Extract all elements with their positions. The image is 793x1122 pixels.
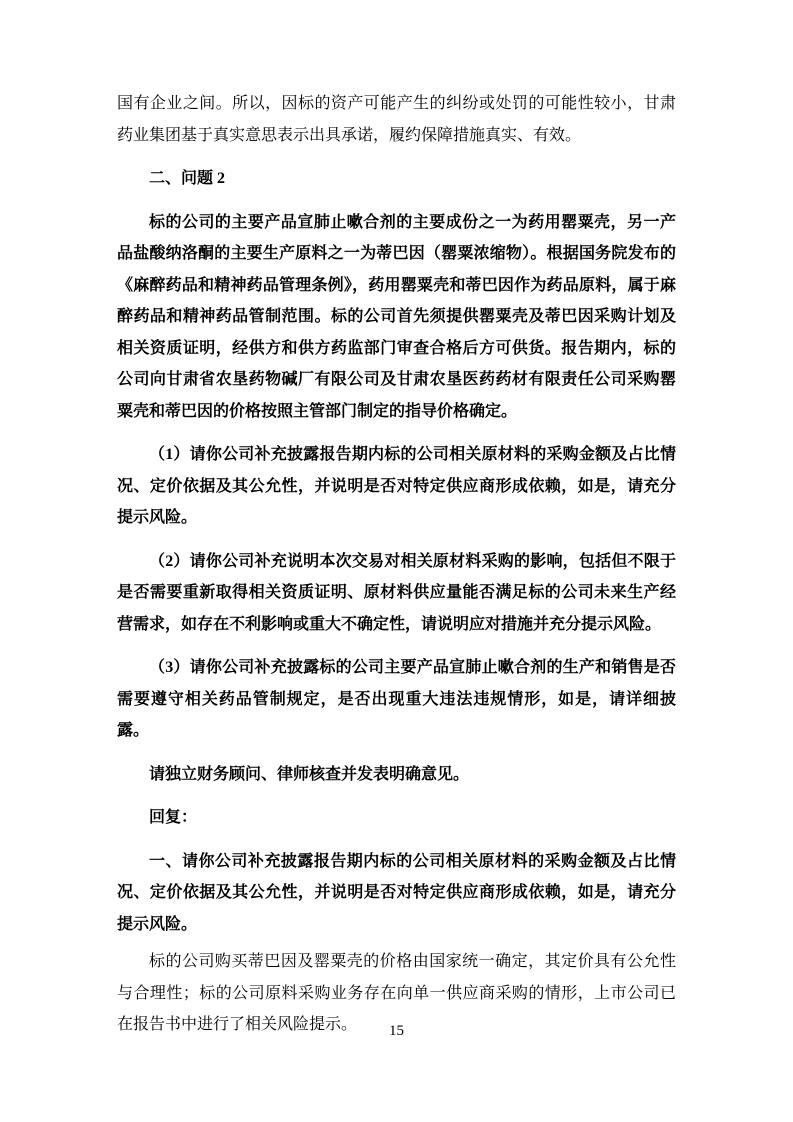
- page-number: 15: [389, 1023, 404, 1039]
- verification-request: 请独立财务顾问、律师核查并发表明确意见。: [149, 765, 470, 783]
- page-content: [117, 88, 676, 1041]
- reply-heading: 一、请你公司补充披露报告期内标的公司相关原材料的采购金额及占比情况、定价依据及其公允性，并说明是否对特定供应商形成依赖，如是，请充分提示风险。: [117, 852, 676, 933]
- question-intro-paragraph: 标的公司的主要产品宣肺止嗽合剂的主要成份之一为药用罂粟壳，另一产品盐酸纳洛酮的主要生产原料之一为蒂巴因（罂粟浓缩物）。根据国务院发布的《麻醉药品和精神药品管理条例》，药用罂粟壳和蒂巴因作为药品原料，属于麻醉药品和精神药品管制范围。标的公司首先须提供罂粟壳及蒂巴因采购计划及相关资质证明，经供方和供方药监部门审查合格后方可供货。报告期内，标的公司向甘肃省农垦药物碱厂有限公司及甘肃农垦医药药材有限责任公司采购罂粟壳和蒂巴因的价格按照主管部门制定的指导价格确定。: [117, 213, 676, 420]
- reply-body-paragraph: 标的公司购买蒂巴因及罂粟壳的价格由国家统一确定，其定价具有公允性与合理性；标的公司原料采购业务存在向单一供应商采购的情形，上市公司已在报告书中进行了相关风险提示。: [117, 953, 676, 1033]
- continuation-paragraph: 国有企业之间。所以，因标的资产可能产生的纠纷或处罚的可能性较小，甘肃药业集团基于真实意思表示出具承诺，履约保障措施真实、有效。: [117, 95, 676, 144]
- reply-label: 回复：: [149, 809, 198, 826]
- question-item-2: （2）请你公司补充说明本次交易对相关原材料采购的影响，包括但不限于是否需要重新取得相关资质证明、原材料供应量能否满足标的公司未来生产经营需求，如存在不利影响或重大不确定性，请说明应对措施并充分提示风险。: [117, 552, 676, 633]
- question-item-1: （1）请你公司补充披露报告期内标的公司相关原材料的采购金额及占比情况、定价依据及其公允性，并说明是否对特定供应商形成依赖，如是，请充分提示风险。: [117, 446, 676, 526]
- question-item-3: （3）请你公司补充披露标的公司主要产品宣肺止嗽合剂的生产和销售是否需要遵守相关药品管制规定，是否出现重大违法违规情形，如是，请详细披露。: [117, 659, 676, 739]
- section-heading: 二、问题 2: [149, 170, 226, 187]
